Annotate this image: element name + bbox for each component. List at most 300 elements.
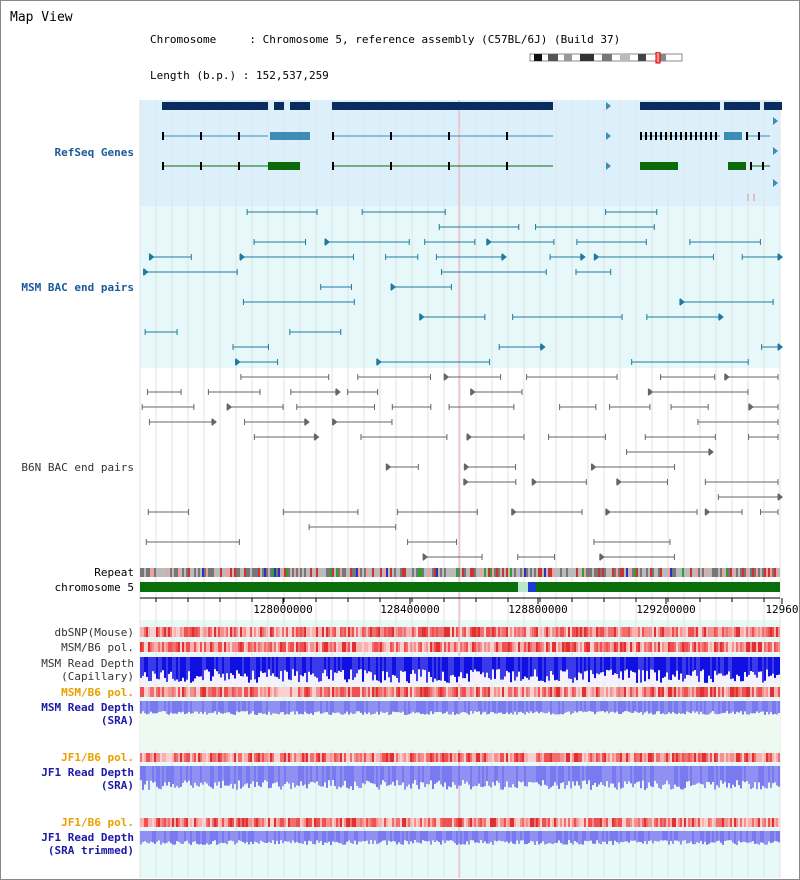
heatmap-cell <box>486 818 488 827</box>
depth-bar <box>544 701 546 713</box>
depth-bar <box>588 657 590 682</box>
heatmap-cell <box>482 818 484 827</box>
depth-bar <box>510 701 512 713</box>
heatmap-cell <box>230 753 232 762</box>
heatmap-cell <box>414 642 416 652</box>
depth-bar <box>728 766 730 783</box>
repeat-element <box>198 568 200 577</box>
heatmap-cell <box>202 627 204 637</box>
depth-bar <box>620 701 622 714</box>
depth-bar <box>540 657 542 681</box>
depth-bar <box>424 701 426 715</box>
heatmap-cell <box>634 818 636 827</box>
repeat-element <box>428 568 430 577</box>
heatmap-cell <box>462 687 464 697</box>
depth-bar <box>232 657 234 675</box>
depth-bar <box>210 701 212 713</box>
heatmap-cell <box>526 818 528 827</box>
depth-bar <box>154 701 156 713</box>
heatmap-cell <box>274 642 276 652</box>
heatmap-cell <box>706 642 708 652</box>
depth-bar <box>350 831 352 843</box>
heatmap-cell <box>602 627 604 637</box>
heatmap-cell <box>336 818 338 827</box>
depth-bar <box>420 766 422 782</box>
depth-bar <box>600 766 602 782</box>
heatmap-cell <box>386 627 388 637</box>
depth-bar <box>298 766 300 786</box>
repeat-element <box>368 568 370 577</box>
heatmap-cell <box>158 642 160 652</box>
depth-bar <box>524 701 526 715</box>
heatmap-cell <box>254 753 256 762</box>
heatmap-cell <box>348 753 350 762</box>
depth-bar <box>246 766 248 783</box>
depth-bar <box>520 831 522 841</box>
depth-bar <box>680 766 682 789</box>
heatmap-cell <box>174 753 176 762</box>
heatmap-cell <box>588 627 590 637</box>
depth-bar <box>746 766 748 781</box>
depth-bar <box>524 831 526 844</box>
heatmap-cell <box>462 818 464 827</box>
repeat-element <box>408 568 410 577</box>
depth-bar <box>488 657 490 678</box>
heatmap-cell <box>480 687 482 697</box>
heatmap-cell <box>190 818 192 827</box>
repeat-element <box>468 568 470 577</box>
heatmap-cell <box>506 642 508 652</box>
depth-bar <box>606 701 608 711</box>
heatmap-cell <box>420 642 422 652</box>
depth-bar <box>682 657 684 682</box>
depth-bar <box>514 831 516 844</box>
depth-bar <box>144 766 146 785</box>
depth-bar <box>730 766 732 788</box>
depth-bar <box>632 831 634 841</box>
heatmap-cell <box>356 627 358 637</box>
heatmap-cell <box>418 687 420 697</box>
gene-block <box>274 102 284 110</box>
heatmap-cell <box>670 753 672 762</box>
heatmap-cell <box>542 627 544 637</box>
heatmap-cell <box>736 818 738 827</box>
depth-bar <box>374 701 376 714</box>
depth-bar <box>630 831 632 841</box>
depth-bar <box>384 701 386 713</box>
depth-bar <box>310 831 312 841</box>
heatmap-cell <box>336 642 338 652</box>
depth-bar <box>734 657 736 681</box>
depth-bar <box>408 657 410 683</box>
heatmap-cell <box>764 687 766 697</box>
heatmap-cell <box>560 753 562 762</box>
repeat-element <box>300 568 302 577</box>
heatmap-cell <box>394 642 396 652</box>
gene-arrow <box>773 117 778 125</box>
depth-bar <box>668 701 670 712</box>
heatmap-cell <box>228 642 230 652</box>
heatmap-cell <box>564 753 566 762</box>
heatmap-cell <box>688 687 690 697</box>
depth-bar <box>602 701 604 711</box>
heatmap-cell <box>680 687 682 697</box>
heatmap-cell <box>484 687 486 697</box>
heatmap-cell <box>294 642 296 652</box>
repeat-element <box>346 568 348 577</box>
heatmap-cell <box>702 687 704 697</box>
depth-bar <box>718 831 720 841</box>
heatmap-cell <box>332 753 334 762</box>
heatmap-cell <box>664 627 666 637</box>
depth-bar <box>776 657 778 675</box>
depth-bar <box>662 657 664 678</box>
depth-bar <box>746 657 748 677</box>
heatmap-cell <box>236 753 238 762</box>
heatmap-cell <box>296 642 298 652</box>
heatmap-cell <box>274 818 276 827</box>
heatmap-cell <box>492 627 494 637</box>
gene-exon <box>655 132 657 140</box>
heatmap-cell <box>694 818 696 827</box>
repeat-element <box>260 568 262 577</box>
depth-bar <box>528 657 530 680</box>
heatmap-cell <box>536 687 538 697</box>
heatmap-cell <box>414 687 416 697</box>
repeat-element <box>582 568 584 577</box>
depth-bar <box>228 766 230 786</box>
depth-bar <box>624 766 626 781</box>
heatmap-cell <box>264 627 266 637</box>
heatmap-cell <box>354 818 356 827</box>
heatmap-cell <box>472 642 474 652</box>
heatmap-cell <box>466 627 468 637</box>
heatmap-cell <box>198 642 200 652</box>
heatmap-cell <box>716 642 718 652</box>
heatmap-cell <box>306 818 308 827</box>
depth-bar <box>174 701 176 713</box>
depth-bar <box>198 701 200 714</box>
heatmap-cell <box>274 687 276 697</box>
heatmap-cell <box>440 687 442 697</box>
depth-bar <box>418 831 420 843</box>
heatmap-cell <box>594 642 596 652</box>
repeat-element <box>570 568 572 577</box>
depth-bar <box>244 766 246 784</box>
heatmap-cell <box>172 627 174 637</box>
depth-bar <box>314 701 316 712</box>
heatmap-cell <box>600 642 602 652</box>
depth-bar <box>490 657 492 680</box>
heatmap-cell <box>476 627 478 637</box>
label-b6n-bac[interactable]: B6N BAC end pairs <box>21 461 134 474</box>
heatmap-cell <box>236 818 238 827</box>
heatmap-cell <box>430 818 432 827</box>
heatmap-cell <box>182 818 184 827</box>
repeat-element <box>172 568 174 577</box>
depth-bar <box>284 657 286 670</box>
gene-exon <box>758 132 760 140</box>
repeat-element <box>598 568 600 577</box>
heatmap-cell <box>194 753 196 762</box>
heatmap-cell <box>314 627 316 637</box>
depth-bar <box>724 657 726 676</box>
depth-bar <box>698 657 700 682</box>
repeat-element <box>434 568 436 577</box>
heatmap-cell <box>582 753 584 762</box>
heatmap-cell <box>646 753 648 762</box>
repeat-element <box>224 568 226 577</box>
heatmap-cell <box>678 642 680 652</box>
heatmap-cell <box>576 627 578 637</box>
depth-bar <box>440 766 442 785</box>
repeat-element <box>520 568 522 577</box>
heatmap-cell <box>544 687 546 697</box>
depth-bar <box>288 831 290 842</box>
label-msm-bac[interactable]: MSM BAC end pairs <box>21 281 134 294</box>
heatmap-cell <box>474 753 476 762</box>
heatmap-cell <box>442 687 444 697</box>
heatmap-cell <box>214 753 216 762</box>
gene-exon <box>665 132 667 140</box>
depth-bar <box>346 766 348 788</box>
heatmap-cell <box>758 627 760 637</box>
heatmap-cell <box>648 753 650 762</box>
gene-block <box>270 132 310 140</box>
depth-bar <box>402 657 404 672</box>
depth-bar <box>194 766 196 783</box>
depth-bar <box>198 657 200 677</box>
heatmap-cell <box>494 627 496 637</box>
heatmap-cell <box>676 642 678 652</box>
heatmap-cell <box>214 818 216 827</box>
label-refseq-genes[interactable]: RefSeq Genes <box>54 146 134 159</box>
heatmap-cell <box>654 687 656 697</box>
depth-bar <box>200 701 202 712</box>
heatmap-cell <box>240 753 242 762</box>
depth-bar <box>624 657 626 671</box>
heatmap-cell <box>148 642 150 652</box>
heatmap-cell <box>174 642 176 652</box>
heatmap-cell <box>330 753 332 762</box>
heatmap-cell <box>370 627 372 637</box>
heatmap-cell <box>276 642 278 652</box>
depth-bar <box>334 831 336 842</box>
heatmap-cell <box>204 687 206 697</box>
depth-bar <box>468 766 470 785</box>
depth-bar <box>276 831 278 841</box>
repeat-element <box>506 568 508 577</box>
heatmap-cell <box>228 753 230 762</box>
repeat-element <box>170 568 172 577</box>
depth-bar <box>362 831 364 841</box>
depth-bar <box>160 657 162 672</box>
heatmap-cell <box>330 818 332 827</box>
heatmap-cell <box>758 753 760 762</box>
repeat-element <box>196 568 198 577</box>
heatmap-cell <box>616 818 618 827</box>
heatmap-cell <box>498 687 500 697</box>
repeat-element <box>412 568 414 577</box>
depth-bar <box>462 701 464 712</box>
depth-bar <box>634 766 636 784</box>
depth-bar <box>528 701 530 713</box>
depth-bar <box>366 831 368 841</box>
heatmap-cell <box>502 687 504 697</box>
depth-bar <box>460 657 462 672</box>
heatmap-cell <box>362 753 364 762</box>
heatmap-cell <box>708 627 710 637</box>
depth-bar <box>330 766 332 786</box>
heatmap-cell <box>496 818 498 827</box>
depth-bar <box>648 831 650 841</box>
heatmap-cell <box>564 627 566 637</box>
heatmap-cell <box>332 642 334 652</box>
depth-bar <box>462 766 464 780</box>
depth-bar <box>210 657 212 681</box>
depth-bar <box>628 766 630 781</box>
heatmap-cell <box>210 753 212 762</box>
depth-bar <box>336 831 338 842</box>
bac-end-arrow <box>236 358 241 366</box>
heatmap-cell <box>302 627 304 637</box>
depth-bar <box>254 766 256 787</box>
heatmap-cell <box>436 642 438 652</box>
heatmap-cell <box>294 753 296 762</box>
heatmap-cell <box>172 687 174 697</box>
chromosome-gap <box>518 582 528 592</box>
depth-bar <box>452 831 454 841</box>
depth-bar <box>408 831 410 844</box>
depth-bar <box>454 766 456 785</box>
depth-bar <box>486 766 488 781</box>
heatmap-cell <box>580 818 582 827</box>
heatmap-cell <box>182 753 184 762</box>
depth-bar <box>680 657 682 673</box>
depth-bar <box>418 766 420 789</box>
depth-bar <box>582 701 584 712</box>
depth-bar <box>718 766 720 787</box>
heatmap-cell <box>612 627 614 637</box>
depth-bar <box>376 657 378 680</box>
heatmap-cell <box>300 627 302 637</box>
heatmap-cell <box>720 753 722 762</box>
depth-bar <box>586 831 588 841</box>
depth-bar <box>546 766 548 786</box>
depth-bar <box>378 831 380 843</box>
heatmap-cell <box>628 818 630 827</box>
heatmap-cell <box>352 687 354 697</box>
bac-end-arrow <box>719 313 724 321</box>
heatmap-cell <box>538 753 540 762</box>
heatmap-cell <box>168 818 170 827</box>
repeat-element <box>724 568 726 577</box>
heatmap-cell <box>612 687 614 697</box>
heatmap-cell <box>272 818 274 827</box>
heatmap-cell <box>604 642 606 652</box>
depth-bar <box>730 701 732 713</box>
heatmap-cell <box>152 818 154 827</box>
heatmap-cell <box>186 753 188 762</box>
heatmap-cell <box>220 818 222 827</box>
repeat-element <box>626 568 628 577</box>
heatmap-cell <box>676 818 678 827</box>
heatmap-cell <box>684 642 686 652</box>
heatmap-cell <box>532 687 534 697</box>
depth-bar <box>494 831 496 841</box>
heatmap-cell <box>662 818 664 827</box>
depth-bar <box>638 657 640 670</box>
heatmap-cell <box>688 753 690 762</box>
depth-bar <box>276 701 278 714</box>
heatmap-cell <box>452 627 454 637</box>
heatmap-cell <box>686 818 688 827</box>
heatmap-cell <box>656 753 658 762</box>
repeat-element <box>234 568 236 577</box>
depth-bar <box>176 701 178 714</box>
depth-bar <box>474 766 476 786</box>
depth-bar <box>190 766 192 785</box>
depth-bar <box>142 701 144 711</box>
heatmap-cell <box>346 627 348 637</box>
heatmap-cell <box>156 753 158 762</box>
depth-bar <box>340 657 342 672</box>
heatmap-cell <box>722 627 724 637</box>
heatmap-cell <box>260 818 262 827</box>
depth-bar <box>286 657 288 672</box>
depth-bar <box>726 831 728 841</box>
heatmap-cell <box>684 818 686 827</box>
depth-bar <box>736 831 738 845</box>
depth-bar <box>496 657 498 670</box>
depth-bar <box>624 701 626 711</box>
depth-bar <box>248 657 250 683</box>
depth-bar <box>644 831 646 841</box>
heatmap-cell <box>716 818 718 827</box>
depth-bar <box>600 701 602 711</box>
heatmap-cell <box>212 687 214 697</box>
depth-bar <box>426 831 428 841</box>
heatmap-cell <box>368 818 370 827</box>
heatmap-cell <box>594 627 596 637</box>
heatmap-cell <box>532 627 534 637</box>
heatmap-cell <box>238 627 240 637</box>
bac-end-arrow <box>144 268 149 276</box>
heatmap-cell <box>566 818 568 827</box>
heatmap-cell <box>506 627 508 637</box>
heatmap-cell <box>142 642 144 652</box>
heatmap-cell <box>320 627 322 637</box>
heatmap-cell <box>702 753 704 762</box>
repeat-element <box>628 568 630 577</box>
heatmap-cell <box>604 753 606 762</box>
heatmap-cell <box>752 687 754 697</box>
heatmap-cell <box>364 753 366 762</box>
depth-bar <box>206 831 208 843</box>
depth-bar <box>762 701 764 711</box>
depth-bar <box>176 766 178 786</box>
depth-bar <box>492 701 494 712</box>
depth-bar <box>392 701 394 712</box>
heatmap-cell <box>646 642 648 652</box>
heatmap-cell <box>146 642 148 652</box>
depth-bar <box>634 701 636 711</box>
repeat-element <box>728 568 730 577</box>
depth-bar <box>714 831 716 843</box>
depth-bar <box>140 766 142 780</box>
heatmap-cell <box>444 818 446 827</box>
heatmap-cell <box>744 627 746 637</box>
